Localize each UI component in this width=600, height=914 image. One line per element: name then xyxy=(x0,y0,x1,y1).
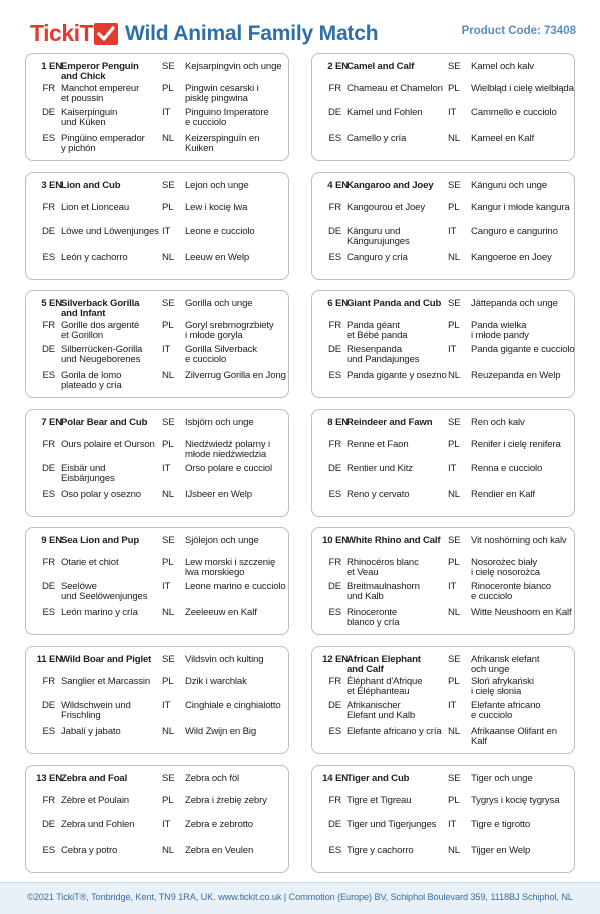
lang-code-it: IT xyxy=(162,700,171,711)
lang-code-fr: FR xyxy=(42,795,55,806)
lang-code-es: ES xyxy=(42,845,55,856)
animal-card xyxy=(311,172,575,280)
lang-code-se: SE xyxy=(448,654,461,665)
lang-code-nl: NL xyxy=(162,726,174,737)
lang-code-en: 8 EN xyxy=(327,417,348,428)
brand xyxy=(30,20,378,47)
translation-pl: Panda wielka i młode pandy xyxy=(471,320,529,342)
brand-logo-text: TickiT xyxy=(30,20,94,46)
lang-code-pl: PL xyxy=(162,676,174,687)
translation-fr: Ours polaire et Ourson xyxy=(61,439,155,450)
lang-code-se: SE xyxy=(162,773,175,784)
translation-se: Jättepanda och unge xyxy=(471,298,558,309)
lang-code-es: ES xyxy=(328,607,341,618)
lang-code-es: ES xyxy=(328,726,341,737)
lang-code-nl: NL xyxy=(162,845,174,856)
translation-de: Tiger und Tigerjunges xyxy=(347,819,437,830)
lang-code-it: IT xyxy=(448,226,457,237)
animal-card xyxy=(311,290,575,398)
translation-nl: Witte Neushoorn en Kalf xyxy=(471,607,572,618)
translation-se: Kamel och kalv xyxy=(471,61,534,72)
translation-fr: Panda géant et Bébé panda xyxy=(347,320,408,342)
translation-en: Lion and Cub xyxy=(61,180,121,191)
lang-code-fr: FR xyxy=(328,795,341,806)
translation-se: Kejsarpingvin och unge xyxy=(185,61,282,72)
animal-card xyxy=(25,172,289,280)
translation-en: Emperor Penguin and Chick xyxy=(61,61,139,83)
lang-code-fr: FR xyxy=(42,557,55,568)
translation-se: Tiger och unge xyxy=(471,773,533,784)
translation-fr: Otarie et chiot xyxy=(61,557,119,568)
lang-code-es: ES xyxy=(328,370,341,381)
lang-code-nl: NL xyxy=(448,370,460,381)
translation-it: Canguro e cangurino xyxy=(471,226,558,237)
lang-code-es: ES xyxy=(328,489,341,500)
lang-code-de: DE xyxy=(41,700,55,711)
lang-code-nl: NL xyxy=(448,133,460,144)
lang-code-se: SE xyxy=(162,417,175,428)
lang-code-pl: PL xyxy=(448,320,460,331)
lang-code-de: DE xyxy=(327,700,341,711)
lang-code-es: ES xyxy=(328,252,341,263)
translation-it: Cinghiale e cinghialotto xyxy=(185,700,281,711)
lang-code-en: 11 EN xyxy=(36,654,62,665)
lang-code-se: SE xyxy=(448,535,461,546)
translation-it: Panda gigante e cucciolo xyxy=(471,344,575,355)
lang-code-pl: PL xyxy=(448,202,460,213)
translation-es: Camello y cría xyxy=(347,133,407,144)
lang-code-it: IT xyxy=(162,107,171,118)
lang-code-de: DE xyxy=(327,107,341,118)
lang-code-pl: PL xyxy=(162,795,174,806)
translation-es: Oso polar y osezno xyxy=(61,489,141,500)
lang-code-se: SE xyxy=(448,298,461,309)
animal-card xyxy=(25,765,289,873)
translation-it: Elefante africano e cucciolo xyxy=(471,700,541,722)
footer-text: ©2021 TickiT®, Tonbridge, Kent, TN9 1RA, UK. www.tickit.co.uk | Commotion (Europe) BV, Schiphol Boulevard 359, 1118BJ Schiphol, NL xyxy=(27,892,573,902)
translation-es: Canguro y cría xyxy=(347,252,408,263)
lang-code-it: IT xyxy=(448,344,457,355)
translation-en: Zebra and Foal xyxy=(61,773,128,784)
lang-code-nl: NL xyxy=(448,489,460,500)
translation-en: African Elephant and Calf xyxy=(347,654,421,676)
translation-es: León y cachorro xyxy=(61,252,128,263)
lang-code-de: DE xyxy=(327,581,341,592)
translation-it: Cammello e cucciolo xyxy=(471,107,557,118)
translation-nl: Rendier en Kalf xyxy=(471,489,535,500)
translation-nl: Kameel en Kalf xyxy=(471,133,534,144)
lang-code-se: SE xyxy=(448,61,461,72)
lang-code-it: IT xyxy=(448,463,457,474)
animal-card xyxy=(25,290,289,398)
lang-code-de: DE xyxy=(41,819,55,830)
page-title: Wild Animal Family Match xyxy=(125,21,379,45)
translation-pl: Wielbłąd i cielę wielbłąda xyxy=(471,83,574,94)
translation-en: Sea Lion and Pup xyxy=(61,535,140,546)
translation-de: Löwe und Löwenjunges xyxy=(61,226,159,237)
translation-fr: Rhinocéros blanc et Veau xyxy=(347,557,419,579)
lang-code-es: ES xyxy=(42,607,55,618)
lang-code-es: ES xyxy=(42,370,55,381)
lang-code-pl: PL xyxy=(448,795,460,806)
translation-fr: Tigre et Tigreau xyxy=(347,795,412,806)
lang-code-pl: PL xyxy=(448,676,460,687)
translation-it: Zebra e zebrotto xyxy=(185,819,253,830)
lang-code-en: 10 EN xyxy=(322,535,348,546)
lang-code-pl: PL xyxy=(448,439,460,450)
translation-it: Leone e cucciolo xyxy=(185,226,255,237)
lang-code-pl: PL xyxy=(448,83,460,94)
lang-code-fr: FR xyxy=(42,83,55,94)
animal-card xyxy=(311,409,575,517)
lang-code-en: 14 EN xyxy=(322,773,348,784)
translation-nl: Tijger en Welp xyxy=(471,845,531,856)
translation-nl: Zilverrug Gorilla en Jong xyxy=(185,370,286,381)
lang-code-nl: NL xyxy=(162,607,174,618)
translation-se: Zebra och föl xyxy=(185,773,240,784)
lang-code-fr: FR xyxy=(42,676,55,687)
lang-code-fr: FR xyxy=(328,557,341,568)
animal-card xyxy=(311,646,575,754)
translation-de: Riesenpanda und Pandajunges xyxy=(347,344,420,366)
translation-se: Afrikansk elefant och unge xyxy=(471,654,540,676)
translation-en: Reindeer and Fawn xyxy=(347,417,433,428)
translation-en: Kangaroo and Joey xyxy=(347,180,434,191)
lang-code-es: ES xyxy=(328,845,341,856)
translation-pl: Niedźwiedź polarny i młode niedźwiedzia xyxy=(185,439,270,461)
lang-code-en: 13 EN xyxy=(36,773,62,784)
lang-code-pl: PL xyxy=(162,439,174,450)
lang-code-es: ES xyxy=(42,726,55,737)
lang-code-nl: NL xyxy=(448,252,460,263)
lang-code-de: DE xyxy=(41,107,55,118)
translation-en: Polar Bear and Cub xyxy=(61,417,148,428)
lang-code-de: DE xyxy=(327,344,341,355)
translation-de: Kamel und Fohlen xyxy=(347,107,423,118)
translation-nl: Zeeleeuw en Kalf xyxy=(185,607,257,618)
lang-code-it: IT xyxy=(162,819,171,830)
translation-fr: Kangourou et Joey xyxy=(347,202,425,213)
lang-code-nl: NL xyxy=(448,845,460,856)
lang-code-nl: NL xyxy=(162,252,174,263)
translation-it: Rinoceronte bianco e cucciolo xyxy=(471,581,551,603)
lang-code-pl: PL xyxy=(162,557,174,568)
lang-code-se: SE xyxy=(162,654,175,665)
lang-code-en: 1 EN xyxy=(41,61,62,72)
lang-code-en: 7 EN xyxy=(41,417,62,428)
translation-pl: Tygrys i kocię tygrysa xyxy=(471,795,560,806)
lang-code-pl: PL xyxy=(448,557,460,568)
header xyxy=(0,0,600,60)
lang-code-se: SE xyxy=(162,180,175,191)
translation-it: Renna e cucciolo xyxy=(471,463,543,474)
translation-es: Gorila de lomo plateado y cría xyxy=(61,370,122,392)
translation-pl: Pingwin cesarski i pisklę pingwina xyxy=(185,83,259,105)
translation-fr: Sanglier et Marcassin xyxy=(61,676,151,687)
lang-code-fr: FR xyxy=(42,439,55,450)
translation-es: Panda gigante y oseznо xyxy=(347,370,447,381)
translation-de: Seelöwe und Seelöwenjunges xyxy=(61,581,148,603)
translation-en: Tiger and Cub xyxy=(347,773,410,784)
lang-code-se: SE xyxy=(448,180,461,191)
lang-code-it: IT xyxy=(162,581,171,592)
animal-card xyxy=(311,53,575,161)
translation-se: Vildsvin och kulting xyxy=(185,654,264,665)
lang-code-se: SE xyxy=(162,535,175,546)
translation-nl: IJsbeer en Welp xyxy=(185,489,252,500)
translation-pl: Zebra i źrebię zebry xyxy=(185,795,267,806)
lang-code-se: SE xyxy=(162,61,175,72)
lang-code-fr: FR xyxy=(328,439,341,450)
translation-it: Orso polare e cucciol xyxy=(185,463,272,474)
translation-es: Jabalí y jabato xyxy=(61,726,121,737)
animal-card xyxy=(25,53,289,161)
lang-code-it: IT xyxy=(448,700,457,711)
translation-se: Sjölejon och unge xyxy=(185,535,259,546)
lang-code-it: IT xyxy=(448,107,457,118)
translation-es: León marino y cría xyxy=(61,607,138,618)
translation-fr: Manchot empereur et poussin xyxy=(61,83,140,105)
translation-es: Elefante africano y cría xyxy=(347,726,442,737)
lang-code-es: ES xyxy=(42,252,55,263)
lang-code-es: ES xyxy=(328,133,341,144)
translation-nl: Wild Zwijn en Big xyxy=(185,726,257,737)
translation-de: Wildschwein und Frischling xyxy=(61,700,131,722)
translation-de: Rentier und Kitz xyxy=(347,463,413,474)
lang-code-en: 3 EN xyxy=(41,180,62,191)
translation-fr: Zèbre et Poulain xyxy=(61,795,129,806)
translation-fr: Éléphant d'Afrique et Éléphanteau xyxy=(347,676,423,698)
lang-code-de: DE xyxy=(41,463,55,474)
lang-code-fr: FR xyxy=(328,202,341,213)
product-code: Product Code: 73408 xyxy=(461,25,576,37)
lang-code-nl: NL xyxy=(448,726,460,737)
lang-code-nl: NL xyxy=(162,370,174,381)
translation-es: Cebra y potro xyxy=(61,845,118,856)
lang-code-es: ES xyxy=(42,489,55,500)
translation-it: Gorilla Silverback e cucciolo xyxy=(185,344,257,366)
translation-nl: Kangoeroe en Joey xyxy=(471,252,552,263)
translation-de: Eisbär und Eisbärjunges xyxy=(61,463,115,485)
lang-code-pl: PL xyxy=(162,320,174,331)
translation-de: Kaiserpinguin und Küken xyxy=(61,107,118,129)
translation-nl: Reuzepanda en Welp xyxy=(471,370,561,381)
lang-code-it: IT xyxy=(162,344,171,355)
translation-nl: Zebra en Veulen xyxy=(185,845,254,856)
translation-de: Zebra und Fohlen xyxy=(61,819,135,830)
translation-de: Afrikanischer Elefant und Kalb xyxy=(347,700,416,722)
translation-it: Pinguino Imperatore e cucciolo xyxy=(185,107,269,129)
animal-card xyxy=(311,765,575,873)
translation-en: Silverback Gorilla and Infant xyxy=(61,298,140,320)
translation-se: Gorilla och unge xyxy=(185,298,253,309)
translation-es: Rinoceronte blanco y cría xyxy=(347,607,400,629)
translation-de: Breitmaulnashorn und Kalb xyxy=(347,581,420,603)
translation-it: Tigre e tigrotto xyxy=(471,819,531,830)
lang-code-it: IT xyxy=(448,819,457,830)
lang-code-de: DE xyxy=(41,226,55,237)
translation-se: Ren och kalv xyxy=(471,417,525,428)
lang-code-en: 4 EN xyxy=(327,180,348,191)
lang-code-de: DE xyxy=(41,581,55,592)
animal-card xyxy=(25,409,289,517)
lang-code-fr: FR xyxy=(328,676,341,687)
translation-en: Camel and Calf xyxy=(347,61,415,72)
translation-se: Isbjörn och unge xyxy=(185,417,254,428)
lang-code-nl: NL xyxy=(448,607,460,618)
lang-code-en: 5 EN xyxy=(41,298,62,309)
footer xyxy=(0,882,600,914)
lang-code-fr: FR xyxy=(328,83,341,94)
lang-code-de: DE xyxy=(327,819,341,830)
translation-es: Pingüino emperador y pichón xyxy=(61,133,145,155)
lang-code-en: 9 EN xyxy=(41,535,62,546)
animal-card xyxy=(311,527,575,635)
lang-code-en: 2 EN xyxy=(327,61,348,72)
lang-code-fr: FR xyxy=(42,202,55,213)
lang-code-de: DE xyxy=(41,344,55,355)
translation-fr: Lion et Lionceau xyxy=(61,202,130,213)
translation-fr: Chameau et Chamelon xyxy=(347,83,443,94)
lang-code-nl: NL xyxy=(162,133,174,144)
translation-de: Känguru und Kängurujunges xyxy=(347,226,410,248)
translation-pl: Kangur i młode kangura xyxy=(471,202,570,213)
translation-pl: Dzik i warchlak xyxy=(185,676,247,687)
lang-code-it: IT xyxy=(162,463,171,474)
lang-code-es: ES xyxy=(42,133,55,144)
lang-code-it: IT xyxy=(448,581,457,592)
translation-pl: Lew morski i szczenię lwa morskiego xyxy=(185,557,276,579)
translation-nl: Keizerspinguïn en Kuiken xyxy=(185,133,260,155)
translation-se: Vit noshörning och kalv xyxy=(471,535,567,546)
translation-se: Lejon och unge xyxy=(185,180,249,191)
translation-se: Känguru och unge xyxy=(471,180,548,191)
translation-pl: Lew i kocię lwa xyxy=(185,202,248,213)
lang-code-en: 12 EN xyxy=(322,654,348,665)
translation-de: Silberrücken-Gorilla und Neugeborenes xyxy=(61,344,143,366)
lang-code-nl: NL xyxy=(162,489,174,500)
lang-code-se: SE xyxy=(448,417,461,428)
lang-code-fr: FR xyxy=(328,320,341,331)
translation-fr: Renne et Faon xyxy=(347,439,409,450)
translation-es: Reno y cervato xyxy=(347,489,410,500)
translation-fr: Gorille dos argenté et Gorillon xyxy=(61,320,140,342)
translation-pl: Goryl srebrnogrzbiety i młode goryla xyxy=(185,320,274,342)
translation-en: White Rhino and Calf xyxy=(347,535,441,546)
lang-code-de: DE xyxy=(327,463,341,474)
lang-code-se: SE xyxy=(162,298,175,309)
translation-pl: Renifer i cielę renifera xyxy=(471,439,561,450)
lang-code-it: IT xyxy=(162,226,171,237)
translation-it: Leone marino e cucciolo xyxy=(185,581,286,592)
lang-code-pl: PL xyxy=(162,83,174,94)
lang-code-fr: FR xyxy=(42,320,55,331)
lang-code-pl: PL xyxy=(162,202,174,213)
translation-es: Tigre y cachorro xyxy=(347,845,414,856)
translation-nl: Leeuw en Welp xyxy=(185,252,250,263)
animal-card xyxy=(25,527,289,635)
lang-code-de: DE xyxy=(327,226,341,237)
translation-pl: Nosorożec biały i cielę nosorożca xyxy=(471,557,540,579)
checkmark-logo-icon xyxy=(94,23,118,45)
translation-nl: Afrikaanse Olifant en Kalf xyxy=(471,726,557,748)
lang-code-en: 6 EN xyxy=(327,298,348,309)
animal-card xyxy=(25,646,289,754)
translation-pl: Słoń afrykański i cielę słonia xyxy=(471,676,534,698)
lang-code-se: SE xyxy=(448,773,461,784)
translation-en: Giant Panda and Cub xyxy=(347,298,442,309)
translation-en: Wild Boar and Piglet xyxy=(61,654,152,665)
